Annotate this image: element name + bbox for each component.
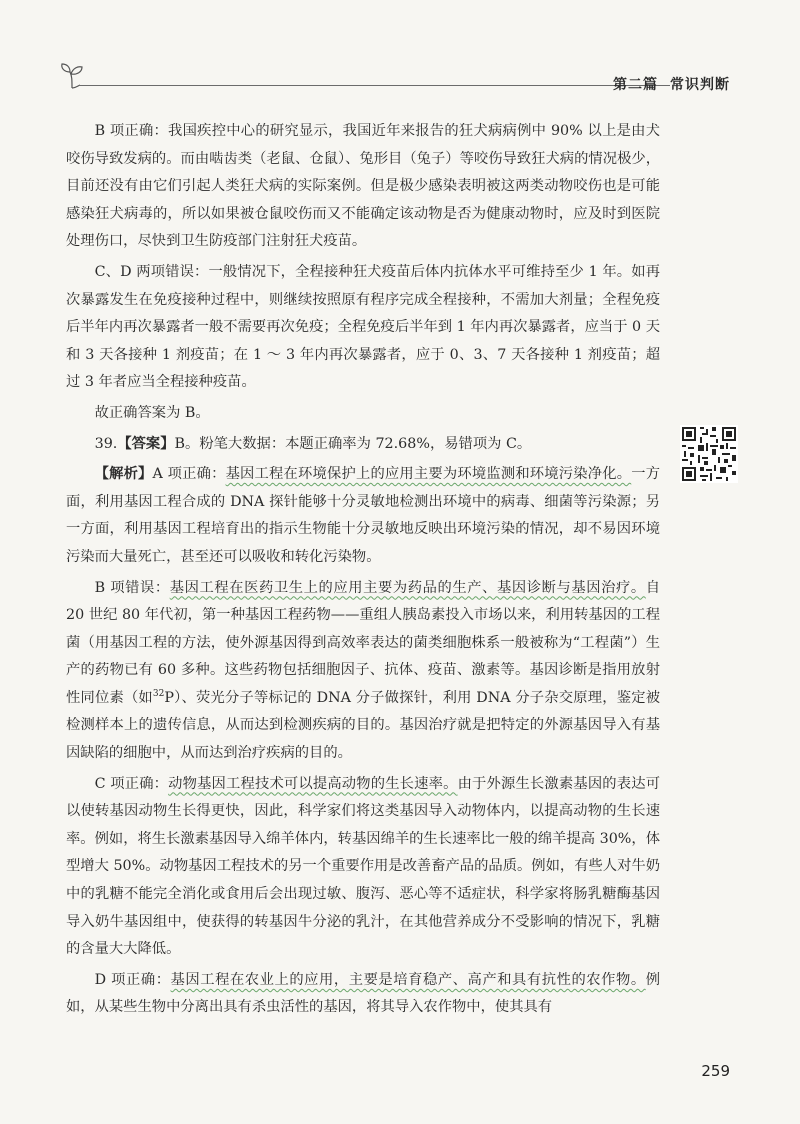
option-c-prefix: C 项正确：: [94, 775, 169, 792]
analysis-d: [66, 967, 660, 1022]
isotope-superscript: 32: [152, 689, 165, 700]
option-a-text: 一方面，利用基因工程合成的 DNA 探针能够十分灵敏地检测出环境中的病毒、细菌等污染源；另一方面，利用基因工程培育出的指示生物能十分灵敏地反映出环境污染的情况，却不易因环境污染而大量死亡，甚至还可以吸收和转化污染物。: [66, 466, 661, 565]
paragraph: C、D 两项错误：一般情况下，全程接种狂犬疫苗后体内抗体水平可维持至少 1 年。如再次暴露发生在免疫接种过程中，则继续按照原有程序完成全程接种，不需加大剂量；全程免疫后半年内再次暴露者一般不需要再次免疫；全程免疫后半年到 1 年内再次暴露者，应当于 0 天和 3 天各接种 1 剂疫苗；在 1 ～ 3 年内再次暴露者，应于 0、3、7 天各接种 1 剂疫苗；超过 3 年者应当全程接种疫苗。: [66, 263, 660, 391]
option-b-keypoint: 基因工程在医药卫生上的应用主要为药品的生产、基因诊断与基因治疗。: [169, 579, 646, 596]
part-label: 第二篇: [613, 77, 658, 93]
option-b-prefix: B 项错误：: [94, 579, 170, 596]
answer-label: 【答案】: [117, 435, 175, 452]
analysis-c: [66, 771, 660, 964]
page-number: 259: [701, 1062, 730, 1080]
analysis-a: [66, 461, 660, 571]
option-d-prefix: D 项正确：: [94, 971, 171, 988]
option-c-text: 由于外源生长激素基因的表达可以使转基因动物生长得更快，因此，科学家们将这类基因导入动物体内，以提高动物的生长速率。例如，将生长激素基因导入绵羊体内，转基因绵羊的生长速率比一般的绵羊提高 30%，体型增大 50%。动物基因工程技术的另一个重要作用是改善畜产品的品质。例如，有些人对牛奶中的乳糖不能完全消化或食用后会出现过敏、腹泻、恶心等不适症状，科学家将肠乳糖酶基因导入奶牛基因组中，使获得的转基因牛分泌的乳汁，在其他营养成分不受影响的情况下，乳糖的含量大大降低。: [66, 775, 661, 958]
option-d-text: 例如，从某些生物中分离出具有杀虫活性的基因，将其导入农作物中，使其具有: [66, 971, 660, 1016]
option-d-keypoint: 基因工程在农业上的应用，主要是培育稳产、高产和具有抗性的农作物。: [170, 971, 646, 988]
option-a-prefix: A 项正确：: [152, 466, 226, 483]
question-number: 39.: [94, 435, 118, 452]
option-a-keypoint: 基因工程在环境保护上的应用主要为环境监测和环境污染净化。: [225, 466, 632, 483]
option-b-text-2: P）、荧光分子等标记的 DNA 分子做探针，利用 DNA 分子杂交原理，鉴定被检测样本上的遗传信息，从而达到检测疾病的目的。基因治疗就是把特定的外源基因导入有基因缺陷的细胞中，从而达到治疗疾病的目的。: [66, 689, 660, 762]
analysis-b: [66, 575, 660, 768]
answer-text: B。粉笔大数据：本题正确率为 72.68%，易错项为 C。: [174, 435, 532, 452]
qr-code-icon[interactable]: [680, 425, 738, 483]
page-body: [66, 118, 660, 1025]
header-rule: [80, 85, 670, 86]
option-c-keypoint: 动物基因工程技术可以提高动物的生长速率。: [168, 775, 458, 792]
option-b-text-1: 自 20 世纪 80 年代初，第一种基因工程药物——重组人胰岛素投入市场以来，利用转基因的工程菌（用基因工程的方法，使外源基因得到高效率表达的菌类细胞株系一般被称为“工程菌”）生产的药物已有 60 多种。这些药物包括细胞因子、抗体、疫苗、激素等。基因诊断是指用放射性同位素（如: [66, 579, 660, 706]
page-header: [58, 60, 736, 100]
answer-line: [66, 431, 660, 459]
chapter-label: 常识判断: [670, 77, 730, 93]
section-title: [613, 74, 730, 94]
paragraph: 故正确答案为 B。: [94, 404, 210, 421]
paragraph: B 项正确：我国疾控中心的研究显示，我国近年来报告的狂犬病病例中 90% 以上是由犬咬伤导致发病的。而由啮齿类（老鼠、仓鼠）、兔形目（兔子）等咬伤导致狂犬病的情况极少，目前还没有由它们引起人类狂犬病的实际案例。但是极少感染表明被这两类动物咬伤也是可能感染狂犬病毒的，所以如果被仓鼠咬伤而又不能确定该动物是否为健康动物时，应及时到医院处理伤口，尽快到卫生防疫部门注射狂犬疫苗。: [66, 123, 660, 250]
analysis-label: 【解析】: [94, 466, 153, 483]
